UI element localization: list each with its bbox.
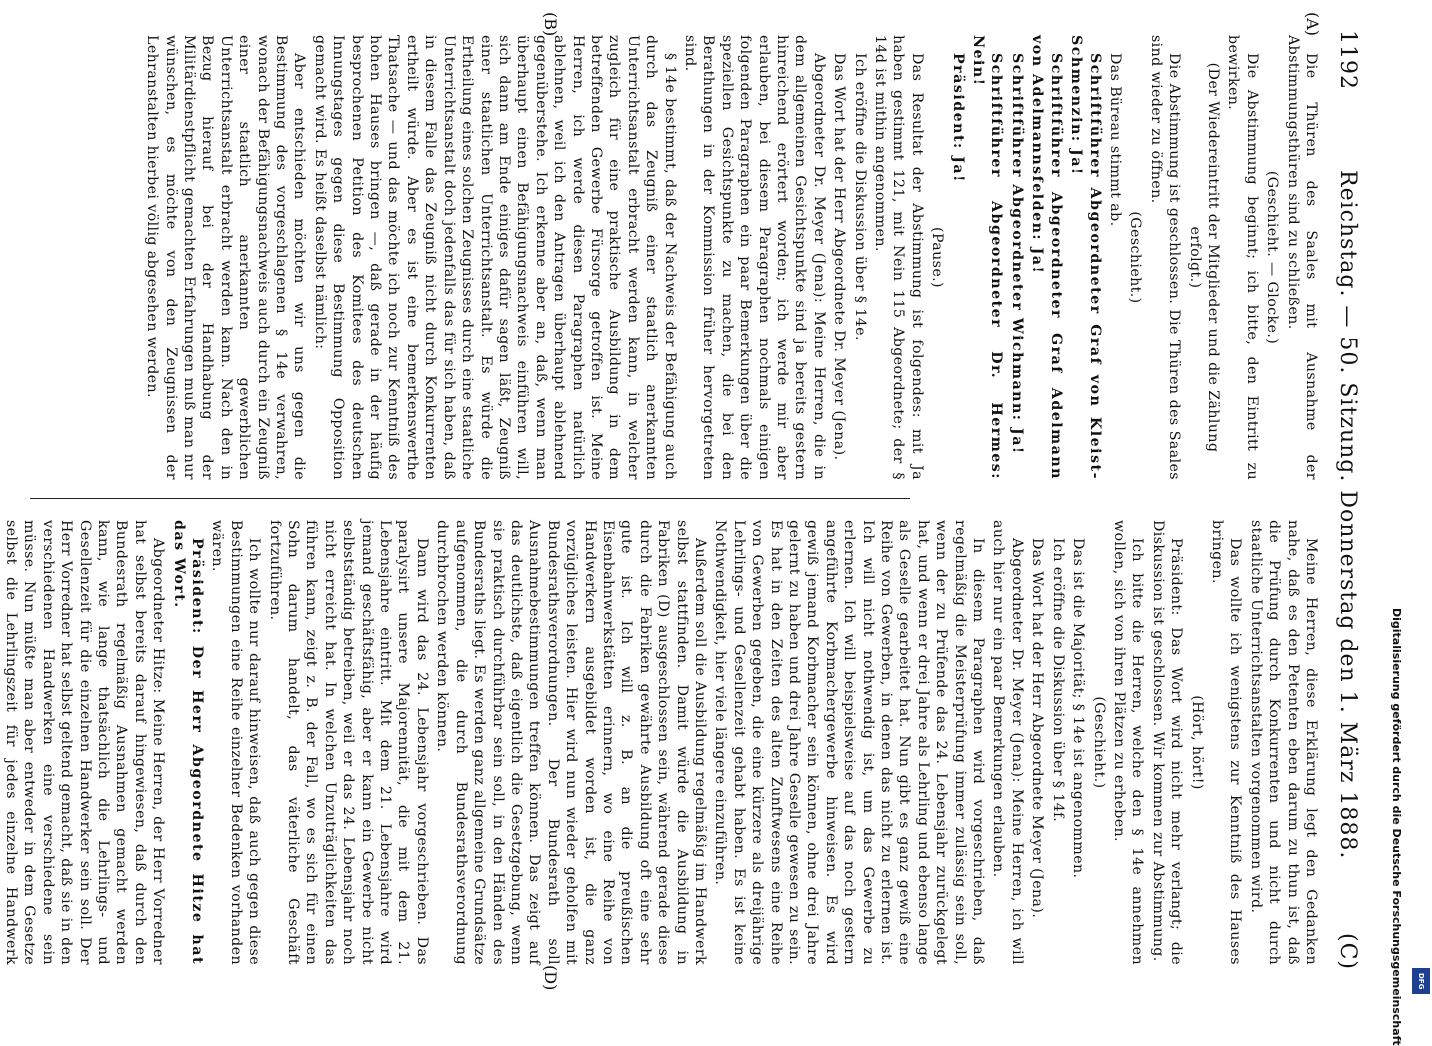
- margin-mark-b: (B): [541, 12, 560, 37]
- page-header: [1324, 30, 1360, 970]
- paragraph: Das Wort hat der Herr Abgeordnete Meyer (Jena).: [1029, 538, 1046, 919]
- stage-direction: (Geschieht. — Glocke.): [1264, 170, 1281, 345]
- paragraph: Das ist die Majorität; § 14e ist angenommen.: [1070, 538, 1087, 879]
- speaker-line: Schriftführer Abgeordneter Graf Adelmann von Adelmannsfelden: Ja!: [1029, 35, 1064, 480]
- left-column: [141, 35, 1320, 480]
- paragraph: Meine Herren, diese Erklärung legt den Gedanken nahe, daß es den Petenten eben darum zu thun ist, daß die Prüfung durch Konkurrenten und nicht durch staatliche Unterrichtsanstalten vorgenommen wird.: [1247, 520, 1319, 965]
- paragraph: Das Resultat der Abstimmung ist folgendes: mit Ja haben gestimmt 121, mit Nein 115 Abgeordnete; der § 14d ist mithin angenommen.: [872, 35, 925, 480]
- dfg-logo: DFG: [1412, 968, 1430, 994]
- scanned-page: [2, 10, 1380, 991]
- margin-mark-d: (D): [541, 965, 560, 991]
- stage-direction: (Geschieht.): [1127, 211, 1144, 304]
- stage-direction: (Der Wiedereintritt der Mitglieder und die Zählung erfolgt.): [1186, 62, 1221, 453]
- speaker-line: Schriftführer Abgeordneter Wichmann: Ja!: [1008, 53, 1025, 455]
- paragraph: Ich eröffne die Diskussion über § 14f.: [1049, 538, 1066, 823]
- stage-direction: (Geschieht.): [1090, 696, 1107, 789]
- right-column: [0, 520, 1320, 965]
- paragraph: Ich wollte nur darauf hinweisen, daß auch gegen diese Bestimmungen eine Reihe einzelner Bedenken vorhanden wären.: [209, 520, 263, 965]
- speaker-line: Schriftführer Abgeordneter Dr. Hermes: Nein!: [970, 35, 1005, 480]
- paragraph: Außerdem soll die Ausbildung regelmäßig im Handwerk selbst stattfinden. Damit würde die Ausbildung in Fabriken (D) ausgeschlossen sein, während gerade diese durch die Fabriken gewährte Ausbildung oft eine sehr gute ist. Ich will z. B. an die preußischen Eisenbahnwerkstätten erinnern, wo eine Reihe von Handwerkern ausgebildet worden ist, die ganz vorzügliches leisten. Hier wird nun wieder geholfen mit Bundesrathsverordnungen. Der Bundesrath soll Ausnahmebestimmungen treffen können. Das zeigt auf das deutlichste, daß eigentlich die Gesetzgebung, wenn sie praktisch durchführbar sein soll, in den Händen des Bundesraths liegt. Es werden ganz allgemeine Grundsätze aufgenommen, die durch Bundesrathsverordnung durchbrochen werden können.: [434, 520, 708, 965]
- paragraph: § 14e bestimmt, daß der Nachweis der Befähigung auch durch das Zeugniß einer staatlich anerkannten Unterrichtsanstalt erbracht werden kann, in welcher zugleich für eine praktische Ausbildung in dem betreffenden Gewerbe Fürsorge getroffen ist. Meine Herren, ich werde diesen Paragraphen natürlich ablehnen, weil ich den Antragen überhaupt ablehnend gegenüberstehe. Ich erkenne aber an, daß, wenn man überhaupt einen Befähigungsnachweis einführen will, sich dann am Ende einiges dafür sagen läßt, Zeugniß einer staatlichen Unterrichtsanstalt. Es würde die Ertheilung eines solchen Zeugnisses durch eine staatliche Unterrichtsanstalt doch jedenfalls das für sich haben, daß in diesem Falle das Zeugniß nicht durch Konkurrenten ertheilt würde. Aber es ist eine bemerkenswerthe Thatsache — und das möchte ich noch zur Kenntniß des hohen Hauses bringen —, daß gerade in der häufig besprochenen Petition des Komitees des deutschen Innungstages gegen diese Bestimmung Opposition gemacht wird. Es heißt daselbst nämlich:: [311, 35, 678, 480]
- margin-mark-a: (A): [1303, 12, 1322, 37]
- paragraph: Das Büreau stimmt ab.: [1106, 53, 1123, 227]
- paragraph: Die Abstimmung beginnt; ich bitte, den Eintritt zu bewirken.: [1225, 35, 1260, 480]
- quoted-paragraph: Aber entschieden möchten wir uns gegen die Bestimmung des vorgeschlagenen § 14e verwahren, wonach der Befähigungsnachweis auch durch ein Zeugniß einer staatlich anerkannten gewerblichen Unterrichtsanstalt erbracht werden kann. Nach den in Bezug hierauf bei der Handhabung der Militärdienstpflicht gemachten Erfahrungen muß man nur wünschen, es möchte von den Zeugnissen der Lehranstalten hierbei völlig abgesehen werden.: [144, 35, 308, 480]
- page-number: 1192: [1335, 30, 1360, 90]
- speaker-line: Präsident: Ja!: [949, 53, 966, 183]
- paragraph: Dann wird das 24. Lebensjahr vorgeschrieben. Das paralysirt unsere Majorennität, die mit dem 21. Lebensjahre eintritt. Mit dem 21. Lebensjahre wird jemand geschäftsfähig, aber er kann ein Gewerbe nicht selbstständig betreiben, weil er das 24. Lebensjahr noch nicht erreicht hat. In welchen Unzuträglichkeiten das führen kann, zeigt z. B. der Fall, wo es sich für einen Sohn darum handelt, das väterliche Geschäft fortzuführen.: [266, 520, 430, 965]
- paragraph: Präsident: Das Wort wird nicht mehr verlangt; die Diskussion ist geschlossen. Wir kommen zur Abstimmung.: [1149, 520, 1185, 965]
- running-title: Reichstag. — 50. Sitzung. Donnerstag den 1. März 1888.: [1335, 170, 1360, 860]
- stage-direction: (Hört, hört!): [1188, 695, 1205, 790]
- paragraph: Abgeordneter Dr. Meyer (Jena): Meine Herren, die in dem allgemeinen Gesichtspunkte sind ja bereits gestern hinreichend erörtert worden; ich werde mir aber erlauben, bei diesem Paragraphen nochmals einigen folgenden Paragraphen ein paar Bemerkungen über die speziellen Gesichtspunkte zu machen, die bei den Berathungen in der Kommission früher hervorgetreten sind.: [682, 35, 827, 480]
- paragraph: Die Abstimmung ist geschlossen. Die Thüren des Saales sind wieder zu öffnen.: [1147, 35, 1183, 480]
- paragraph: Ich bitte die Herren, welche den § 14e annehmen wollen, sich von ihren Plätzen zu erheben.: [1110, 520, 1146, 965]
- paragraph: Die Thüren des Saales mit Ausnahme der Abstimmungsthüren sind zu schließen.: [1284, 35, 1319, 480]
- stage-direction: (Pause.): [929, 227, 946, 288]
- digitization-credit: Digitalisierung gefördert durch die Deutsche Forschungsgemeinschaft: [1390, 608, 1403, 1046]
- paragraph: Das Wort hat der Herr Abgeordnete Dr. Meyer (Jena).: [831, 53, 848, 461]
- paragraph: Das wollte ich wenigstens zur Kenntniß des Hauses bringen.: [1208, 520, 1244, 965]
- speaker-line: Schriftführer Abgeordneter Graf von Kleist-Schmenzin: Ja!: [1068, 35, 1103, 480]
- paragraph: Ich eröffne die Diskussion über § 14e.: [851, 53, 868, 341]
- paragraph: Abgeordneter Hitze: Meine Herren, der Herr Vorredner hat selbst bereits darauf hingewiesen, daß durch den Bundesrath regelmäßig Ausnahmen gemacht werden kann, wie lange thatsächlich die Lehrlings- und Gesellenzeit für die einzelnen Handwerker sein soll. Der Herr Vorredner hat selbst geltend gemacht, daß sie in den verschiedenen Handwerken eine verschiedene sein müsse. Nun müßte man aber entweder in dem Gesetze selbst die Lehrlingszeit für jedes einzelne Handwerk: [2, 520, 167, 965]
- column-divider: [30, 498, 910, 499]
- paragraph: Abgeordneter Dr. Meyer (Jena): Meine Herren, ich will auch hier nur ein paar Bemerkungen erlauben.: [990, 520, 1025, 965]
- paragraph: In diesem Paragraphen wird vorgeschrieben, daß regelmäßig die Meisterprüfung immer zulässig sein soll, wenn der zu Prüfende das 24. Lebensjahr zurückgelegt hat, und wenn er drei Jahre als Lehrling und ebenso lange als Geselle gearbeitet hat. Nun gibt es ganz gewiß eine Reihe von Gewerben, in denen das nicht zu erlernen ist. Ich will nicht nothwendig ist, um das Gewerbe zu erlernen. Ich will beispielsweise auf das noch gestern angeführte Korbmachergewerbe hinweisen. Es wird gewiß jemand Korbmacher sein können, ohne drei Jahre gelernt zu haben und drei Jahre Geselle gewesen zu sein. Es hat in den Zeiten des alten Zunftwesens eine Reihe von Gewerben gegeben, die eine kürzere als dreijährige Lehrlings- und Gesellenzeit gehabt haben. Es ist keine Nothwendigkeit, hier viele längere einzuführen.: [712, 520, 987, 965]
- speaker-line: Präsident: Der Herr Abgeordnete Hitze hat das Wort.: [170, 520, 206, 965]
- corner-mark: (C): [1335, 933, 1360, 970]
